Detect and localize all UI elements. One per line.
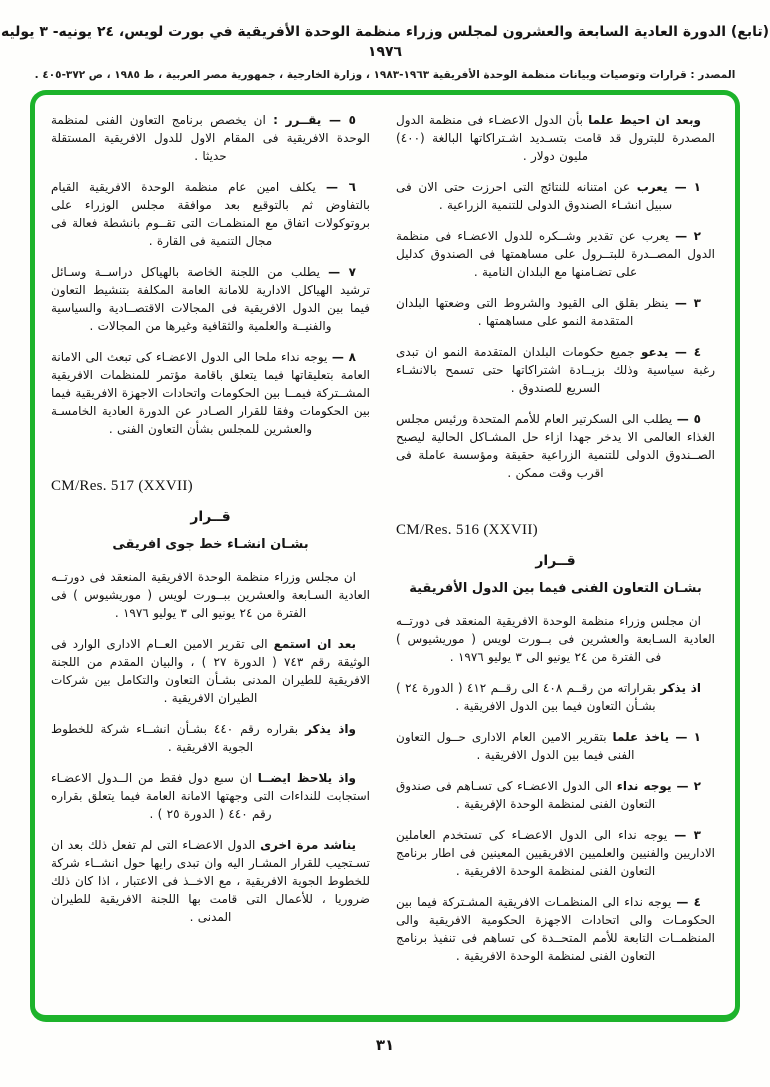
columns-container (51, 111, 715, 1005)
paragraph (396, 111, 715, 165)
resolution-subject: بشـان التعاون الفنى فيما بين الدول الأفريقية (409, 581, 702, 596)
paragraph-lead: ٣ — (674, 828, 701, 842)
paragraph-text: يعرب عن تقدير وشــكره للدول الاعضـاء فى منظمة الدول المصــدرة للبتــرول على مساهمتها فى الصندوق كدليل على تضـامنها مع البلدان النامية . (396, 229, 715, 279)
resolution-ref: CM/Res. 517 (XXVII) (51, 478, 193, 494)
session-title: (تابع) الدورة العادية السابعة والعشرون لمجلس وزراء منظمة الوحدة الأفريقية في بورت لويس، ٢٤ يونيه- ٣ يوليه ١٩٧٦ (0, 24, 770, 61)
paragraph-text: ان يخصص برنامج التعاون الفنى لمنظمة الوحدة الافريقية فى المقام الاول للدول الافريقية المستقلة حديثا . (51, 113, 370, 163)
paragraph (51, 111, 370, 165)
paragraph-text: يوجه نداء الى المنظمـات الافريقية المشـتركة فيما بين الحكومـات والى اتحادات الاجهزة الحكومية الافريقية والى المنظمــات التابعة للأمم المتحــدة كى تساهم فى تنفيذ برنامج التعاون الفنى لمنظمة الوحدة الافريقية . (396, 895, 715, 963)
paragraph-lead: ٤ — يدعو (641, 345, 702, 359)
paragraph-text: بأن الدول الاعضـاء فى منظمة الدول المصدرة للبترول قد قامت بتسـديد اشـتراكاتها البالغة (٤٠٠) مليون دولار . (396, 113, 715, 163)
paragraph-text: يكلف امين عام منظمة الوحدة الافريقية القيام بالتفاوض ثم بالتوقيع بعد موافقة مجلس الوزراء على بروتوكولات اتفاق مع المنظمـات التى تقــوم بانشطة فعالة فى مجال التنمية فى القارة . (51, 180, 370, 248)
paragraph (396, 227, 715, 281)
paragraph-lead: ١ — ياخذ علما (612, 730, 701, 744)
paragraph-text: يطلب الى السكرتير العام للأمم المتحدة ورئيس مجلس الغذاء العالمى الا يدخر جهدا ازاء حل المشـاكل الحالية ليصبح الصــندوق الدولى للتنمية الزراعية حقيقة ومؤسسة عاملة فى اقرب وقت ممكن . (396, 412, 715, 480)
paragraph (396, 294, 715, 330)
paragraph-text: عن امتنانه للنتائج التى احرزت حتى الان فى سبيل انشـاء الصندوق الدولى للتنمية الزراعية . (396, 180, 673, 212)
paragraph-text: بقراره رقم ٤٤٠ بشـأن انشــاء شركة للخطوط الجوية الافريقية . (51, 722, 299, 754)
paragraph-text: ينظر بقلق الى القيود والشروط التى وضعتها البلدان المتقدمة النمو على مساهمتها . (396, 296, 669, 328)
paragraph-text: يطلب من اللجنة الخاصة بالهياكل دراســة وسـائل ترشيد الهياكل الادارية للامانة العامة المكلفة بتنشيط التعاون فيما بين الدول الافريقية فى المجالات الاقتصــادية والسياسية والفنيــة والعلمية والثقافية وغيرها من المجالات . (51, 265, 370, 333)
paragraph (396, 893, 715, 965)
content-frame (30, 90, 740, 1022)
paragraph-lead: ٥ — يقــرر : (273, 113, 356, 127)
paragraph-lead: وبعد ان احيط علما (588, 113, 702, 127)
paragraph-lead: اذ يذكر (660, 681, 701, 695)
paragraph-lead: ٤ — (676, 895, 701, 909)
paragraph (396, 410, 715, 482)
paragraph-lead: ١ — يعرب (636, 180, 701, 194)
paragraph-lead: ٧ — (328, 265, 356, 279)
paragraph (396, 777, 715, 813)
paragraph (396, 728, 715, 764)
paragraph (396, 826, 715, 880)
paragraph-lead: بعد ان استمع (273, 637, 356, 651)
column-right (396, 111, 715, 1005)
paragraph-lead: واذ يذكر (305, 722, 356, 736)
paragraph-lead: ٦ — (326, 180, 356, 194)
paragraph-text: يوجه نداء ملحا الى الدول الاعضـاء كى تبعث الى الامانة العامة بتعليقاتها فيما يتعلق باقامة مؤتمر للمنظمات الافريقية المشــتركة فيمــا بين الحكومات واتحادات الاجهزة الافريقية فيما بين الحكومات وفقا للقرار الصـادر عن الدورة العادية الخامسـة والعشرين للمجلس بشأن التعاون الفنى . (51, 350, 370, 436)
paragraph (396, 343, 715, 397)
paragraph (51, 263, 370, 335)
page-number: ٣١ (375, 1036, 395, 1054)
resolution-ref: CM/Res. 516 (XXVII) (396, 522, 538, 538)
resolution-subject: بشـان انشـاء خط جوى افريقى (112, 537, 309, 552)
paragraph (51, 635, 370, 707)
paragraph-lead: ٣ — (674, 296, 701, 310)
paragraph-lead: واذ يلاحظ ايضــا (257, 771, 357, 785)
source-line: المصدر : قرارات وتوصيات وبيانات منظمة الوحدة الأفريقية ١٩٦٣-١٩٨٣ ، وزارة الخارجية ، جمهورية مصر العربية ، ط ١٩٨٥ ، ص ٣٧٢-٤٠٥ . (34, 68, 736, 81)
paragraph (51, 178, 370, 250)
resolution-heading: قــرار (190, 509, 231, 525)
paragraph (51, 348, 370, 438)
paragraph-text: ان مجلس وزراء منظمة الوحدة الافريقية المنعقد فى دورتــه العادية السـابعة والعشرين فى بــورت لويس ( موريشيوس ) فى الفترة من ٢٤ يونيو الى ٣ يوليو ١٩٧٦ . (396, 614, 715, 664)
paragraph-lead: يناشد مرة اخرى (260, 838, 356, 852)
paragraph-text: بقراراته من رقــم ٤٠٨ الى رقــم ٤١٢ ( الدورة ٢٤ ) بشـأن التعاون فيما بين الدول الافريقية . (396, 681, 656, 713)
page-header (0, 0, 770, 81)
paragraph-text: جميع حكومات البلدان المتقدمة النمو ان تبدى رغبة سياسية وذلك بزيــادة اشتراكاتها حتى تسمح بالانشـاء السريع للصندوق . (396, 345, 715, 395)
column-left (51, 111, 370, 1005)
paragraph-text: يوجه نداء الى الدول الاعضـاء كى تستخدم العاملين الاداريين والفنيين والعلميين الافريقيين المعينين فى اطار برنامج التعاون الفنى لمنظمة الوحدة الافريقية . (396, 828, 715, 878)
paragraph-lead: ٨ — (331, 350, 356, 364)
resolution-heading: قــرار (535, 553, 576, 569)
paragraph-lead: ٥ — (676, 412, 701, 426)
paragraph (51, 568, 370, 622)
paragraph-text: الدول الاعضـاء التى لم تفعل ذلك بعد ان تسـتجيب للقرار المشـار اليه وان تبدى رايها حول انشــاء شركة للخطوط الجوية الافريقية ، مع الاخــذ فى الاعتبار ، اذا كان ذلك ضروريا ، للأعمال التى قامت بها اللجنة الافريقية للطيران المدنى . (51, 838, 370, 924)
paragraph (396, 679, 715, 715)
paragraph-text: بتقرير الامين العام الادارى حــول التعاون الفنى فيما بين الدول الافريقية . (396, 730, 635, 762)
paragraph-lead: ٢ — (675, 229, 701, 243)
paragraph-lead: ٢ — يوجه نداء (616, 779, 701, 793)
paragraph-text: ان سبع دول فقط من الــدول الاعضـاء استجابت للنداءات التى وجهتها الامانة العامة فيما يتعلق بقراره رقم ٤٤٠ ( الدورة ٢٥ ) . (51, 771, 370, 821)
paragraph-text: الى الدول الاعضـاء كى تسـاهم فى صندوق التعاون الفنى لمنظمة الوحدة الإفريقية . (396, 779, 656, 811)
paragraph (51, 720, 370, 756)
paragraph-text: ان مجلس وزراء منظمة الوحدة الافريقية المنعقد فى دورتــه العادية السـابعة والعشرين ببــورت لويس ( موريشيوس ) فى الفترة من ٢٤ يونيو الى ٣ يوليو ١٩٧٦ . (51, 570, 370, 620)
paragraph (51, 769, 370, 823)
paragraph (396, 612, 715, 666)
paragraph (396, 178, 715, 214)
paragraph (51, 836, 370, 926)
paragraph-text: الى تقرير الامين العــام الادارى الوارد فى الوثيقة رقم ٧٤٣ ( الدورة ٢٧ ) ، والبيان المقدم من اللجنة الافريقية للطيران المدنى بشـأن التعاون والتكامل بين شركات الطيران الافريقية . (51, 637, 370, 705)
